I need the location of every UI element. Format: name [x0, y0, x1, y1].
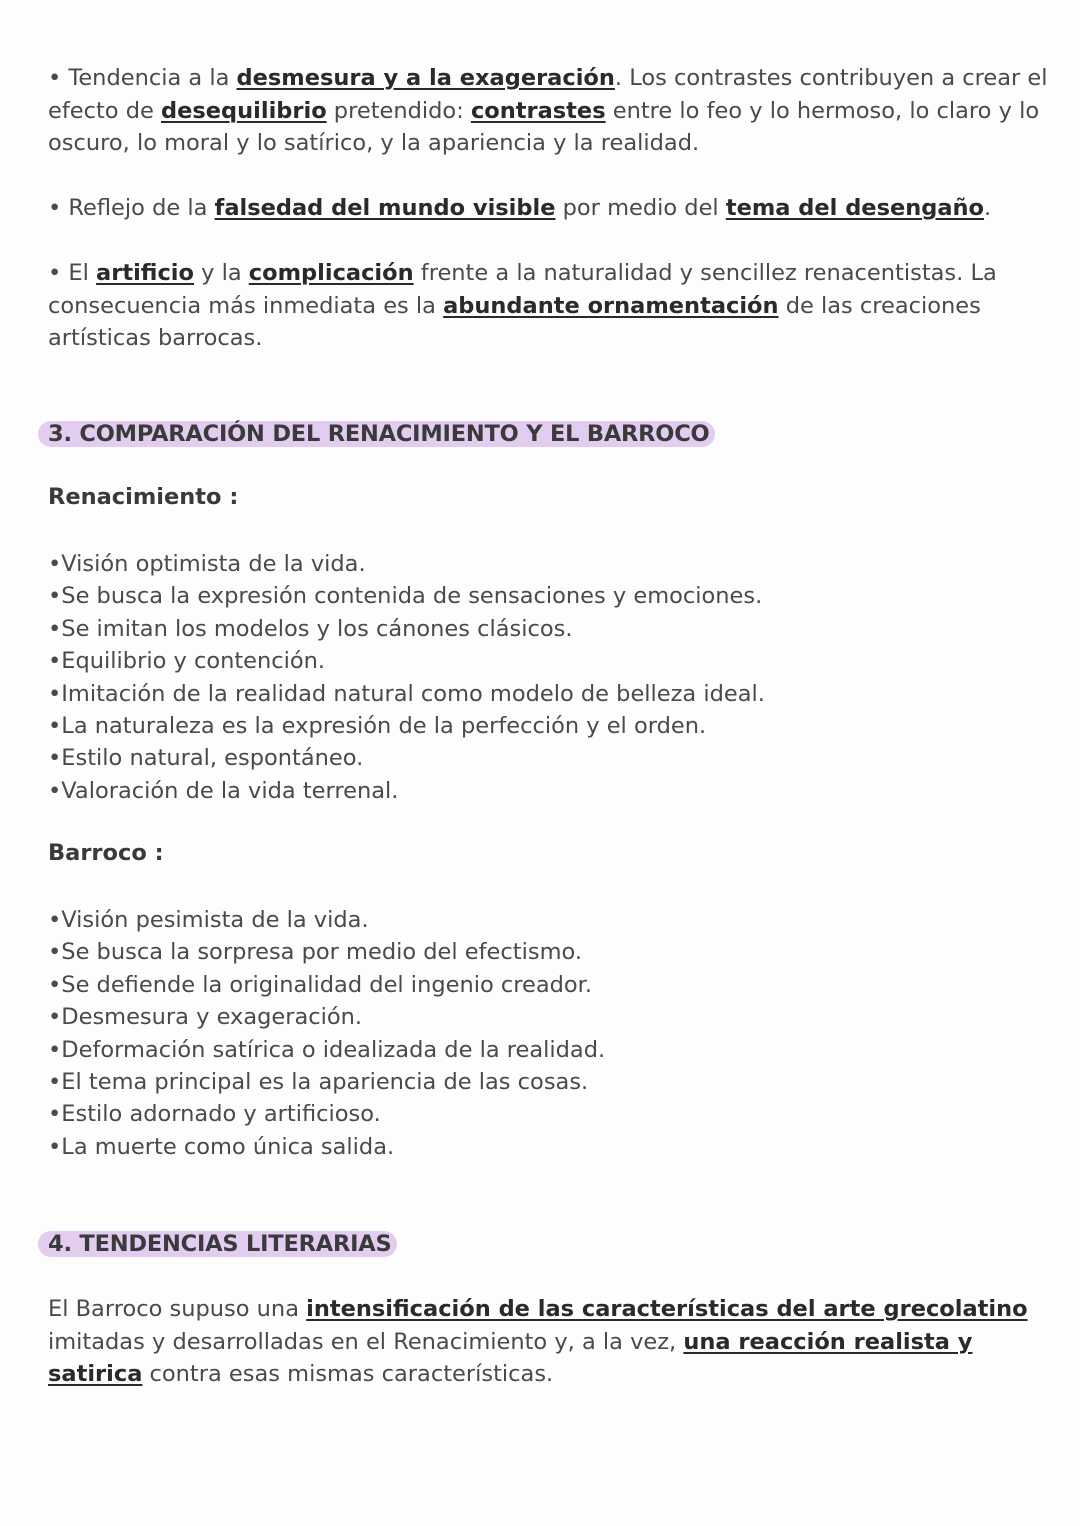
text-run: • Reflejo de la: [48, 195, 215, 221]
text-run: • El: [48, 260, 97, 286]
list-item: • Estilo natural, espontáneo.: [48, 742, 765, 774]
list-item: • Imitación de la realidad natural como modelo de belleza ideal.: [48, 678, 765, 710]
list-item: • Se imitan los modelos y los cánones clásicos.: [48, 613, 765, 645]
list-item: • Desmesura y exageración.: [48, 1001, 605, 1033]
list-item: • El tema principal es la apariencia de las cosas.: [48, 1066, 605, 1098]
bullet-falsedad: [48, 192, 1048, 225]
renacimiento-list: [48, 548, 765, 807]
underlined-term: falsedad del mundo visible: [214, 195, 556, 221]
text-run: contra esas mismas características.: [142, 1361, 554, 1387]
text-run: .: [984, 195, 992, 221]
underlined-term: contrastes: [470, 97, 606, 124]
underlined-term: abundante ornamentación: [443, 292, 779, 319]
list-item: • Deformación satírica o idealizada de la realidad.: [48, 1034, 605, 1066]
text-run: de las creaciones artísticas barrocas.: [48, 292, 981, 351]
underlined-term: desequilibrio: [161, 97, 327, 124]
text-run: • Tendencia a la: [48, 65, 237, 91]
text-run: y la: [193, 260, 249, 286]
barroco-list: [48, 904, 605, 1163]
list-item: • La muerte como única salida.: [48, 1131, 605, 1163]
underlined-term: artificio: [96, 260, 194, 286]
renacimiento-label: Renacimiento :: [48, 484, 239, 510]
list-item: • La naturaleza es la expresión de la perfección y el orden.: [48, 710, 765, 742]
text-run: imitadas y desarrolladas en el Renacimiento y, a la vez,: [48, 1328, 684, 1355]
underlined-term: intensificación de las características del arte grecolatino: [306, 1296, 1028, 1322]
list-item: • Valoración de la vida terrenal.: [48, 775, 765, 807]
list-item: • Visión optimista de la vida.: [48, 548, 765, 580]
text-run: pretendido:: [326, 97, 471, 124]
list-item: • Se defiende la originalidad del ingenio creador.: [48, 969, 605, 1001]
underlined-term: tema del desengaño: [725, 195, 985, 221]
text-run: entre lo feo y lo hermoso, lo claro y lo oscuro, lo moral y lo satírico, y la apariencia y la realidad.: [48, 97, 1040, 156]
list-item: • Visión pesimista de la vida.: [48, 904, 605, 936]
barroco-label: Barroco :: [48, 840, 164, 866]
list-item: • Se busca la expresión contenida de sensaciones y emociones.: [48, 580, 765, 612]
bullet-artificio: [48, 257, 1048, 355]
text-run: frente a la naturalidad y sencillez renacentistas. La consecuencia más inmediata es la: [48, 260, 997, 319]
section-3-heading: 3. COMPARACIÓN DEL RENACIMIENTO Y EL BARROCO: [38, 421, 715, 447]
section-4-heading: 4. TENDENCIAS LITERARIAS: [38, 1231, 397, 1257]
list-item: • Equilibrio y contención.: [48, 645, 765, 677]
list-item: • Estilo adornado y artificioso.: [48, 1098, 605, 1130]
underlined-term: complicación: [248, 260, 414, 286]
underlined-term: desmesura y a la exageración: [236, 65, 615, 91]
underlined-term: una reacción realista y satirica: [48, 1328, 973, 1387]
section-4-paragraph: [48, 1293, 1048, 1391]
text-run: por medio del: [555, 195, 726, 221]
list-item: • Se busca la sorpresa por medio del efectismo.: [48, 936, 605, 968]
text-run: . Los contrastes contribuyen a crear el efecto de: [48, 65, 1048, 124]
text-run: El Barroco supuso una: [48, 1296, 307, 1322]
bullet-desmesura: [48, 62, 1048, 160]
